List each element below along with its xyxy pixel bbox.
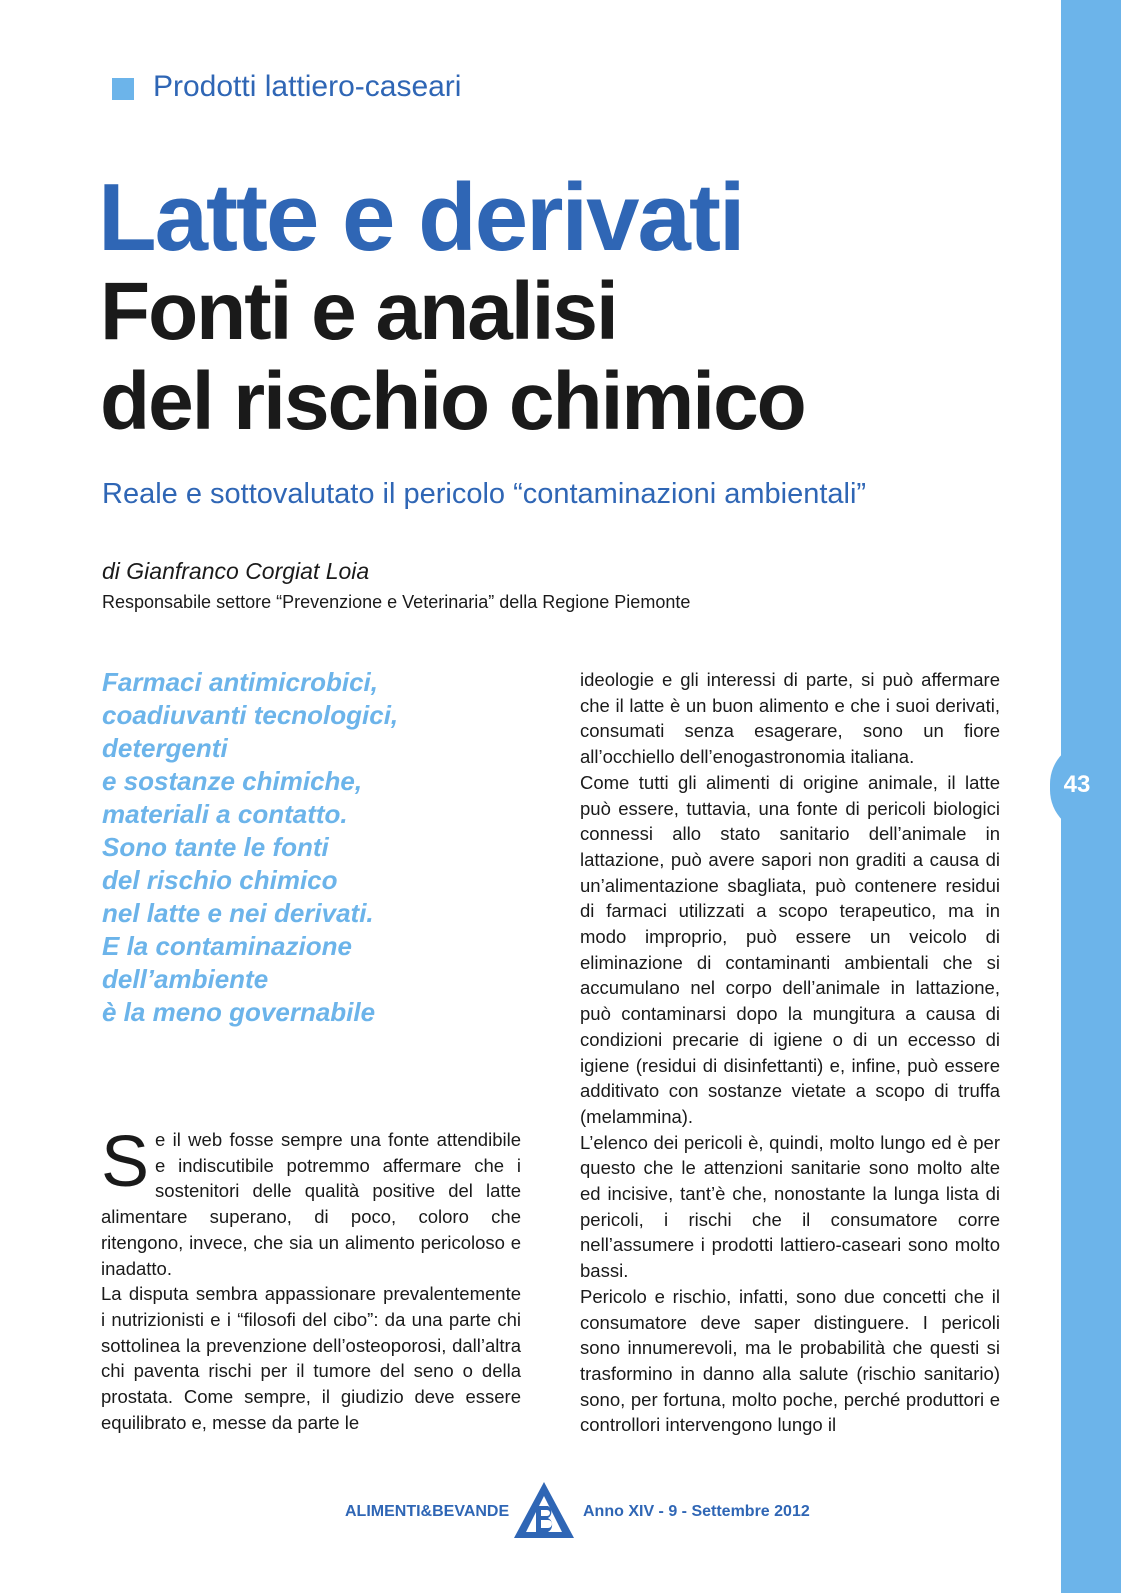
body-paragraph: Come tutti gli alimenti di origine animale, il latte può essere, tuttavia, una fonte di pericoli biologici connessi allo stato sanitario dell’animale in lattazione, può avere sapori non graditi a causa di un’alimentazione sbagliata, può contenere residui di farmaci utilizzati a scopo terapeutico, ma in modo improprio, può essere un veicolo di eliminazione di contaminanti ambientali che si accumulano nel corpo dell’animale in lattazione, può contaminarsi dopo la mungitura a causa di condizioni precarie di igiene o di un eccesso di igiene (residui di disinfettanti) e, infine, può essere additivato con sostanze vietate a scopo di truffa (melammina).	[580, 771, 1000, 1127]
abstract-line: Sono tante le fonti	[102, 832, 329, 862]
abstract-line: è la meno governabile	[102, 997, 376, 1027]
author-affiliation: Responsabile settore “Prevenzione e Veterinaria” della Regione Piemonte	[102, 592, 691, 612]
abstract-line: dell’ambiente	[102, 964, 269, 994]
abstract-line: coadiuvanti tecnologici,	[102, 700, 399, 730]
title-line-1: Fonti e analisi	[100, 266, 617, 357]
body-paragraph	[101, 1122, 521, 1281]
paragraph-text: e il web fosse sempre una fonte attendibile e indiscutibile potremmo affermare che i sostenitori delle qualità positive del latte alimentare superano, di poco, coloro che ritengono, invece, che sia un alimento pericoloso e inadatto.	[101, 1129, 521, 1279]
abstract-line: e sostanze chimiche,	[102, 766, 363, 796]
page-number-tab	[1050, 741, 1121, 833]
article-subtitle: Reale e sottovalutato il pericolo “contaminazioni ambientali”	[102, 478, 867, 510]
section-marker-icon	[112, 78, 134, 100]
abstract-line: E la contaminazione	[102, 931, 352, 961]
body-paragraph: Pericolo e rischio, infatti, sono due concetti che il consumatore deve saper distinguere. I pericoli sono innumerevoli, ma le probabilità che questi si trasformino in danno alla salute (rischio sanitario) sono, per fortuna, molto poche, perché produttori e controllori intervengono lungo il	[580, 1285, 1000, 1436]
page-footer	[0, 1478, 1060, 1548]
page-number: 43	[1063, 771, 1091, 798]
abstract-box	[102, 666, 522, 1029]
title-main: Latte e derivati	[98, 164, 744, 271]
abstract-line: nel latte e nei derivati.	[102, 898, 374, 928]
body-paragraph: ideologie e gli interessi di parte, si può affermare che il latte è un buon alimento e che i suoi derivati, consumati senza esagerare, sono un fiore all’occhiello dell’enogastronomia italiana.	[580, 669, 1000, 768]
footer-brand: ALIMENTI&BEVANDE	[345, 1503, 510, 1520]
abstract-line: materiali a contatto.	[102, 799, 348, 829]
body-paragraph: L’elenco dei pericoli è, quindi, molto lungo ed è per questo che le attenzioni sanitarie sono molto alte ed incisive, tant’è che, nonostante la lunga lista di pericoli, i rischi che il consumatore corre nell’assumere i prodotti lattiero-caseari sono molto bassi.	[580, 1131, 1000, 1282]
body-column-right	[580, 667, 1000, 1438]
abstract-line: Farmaci antimicrobici,	[102, 667, 378, 697]
body-paragraph: La disputa sembra appassionare prevalentemente i nutrizionisti e i “filosofi del cibo”: da una parte chi sottolinea la prevenzione dell’osteoporosi, dall’altra chi paventa rischi per il tumore del seno o della prostata. Come sempre, il giudizio deve essere equilibrato e, messe da parte le	[101, 1283, 521, 1433]
footer-issue-info: Anno XIV - 9 - Settembre 2012	[583, 1503, 810, 1520]
magazine-logo-icon	[512, 1480, 576, 1540]
abstract-line: del rischio chimico	[102, 865, 338, 895]
title-line-2: del rischio chimico	[100, 356, 805, 447]
author-name: di Gianfranco Corgiat Loia	[102, 558, 370, 584]
section-label: Prodotti lattiero-caseari	[153, 70, 462, 103]
body-column-left	[101, 1122, 521, 1435]
abstract-line: detergenti	[102, 733, 228, 763]
drop-cap: S	[101, 1122, 150, 1202]
